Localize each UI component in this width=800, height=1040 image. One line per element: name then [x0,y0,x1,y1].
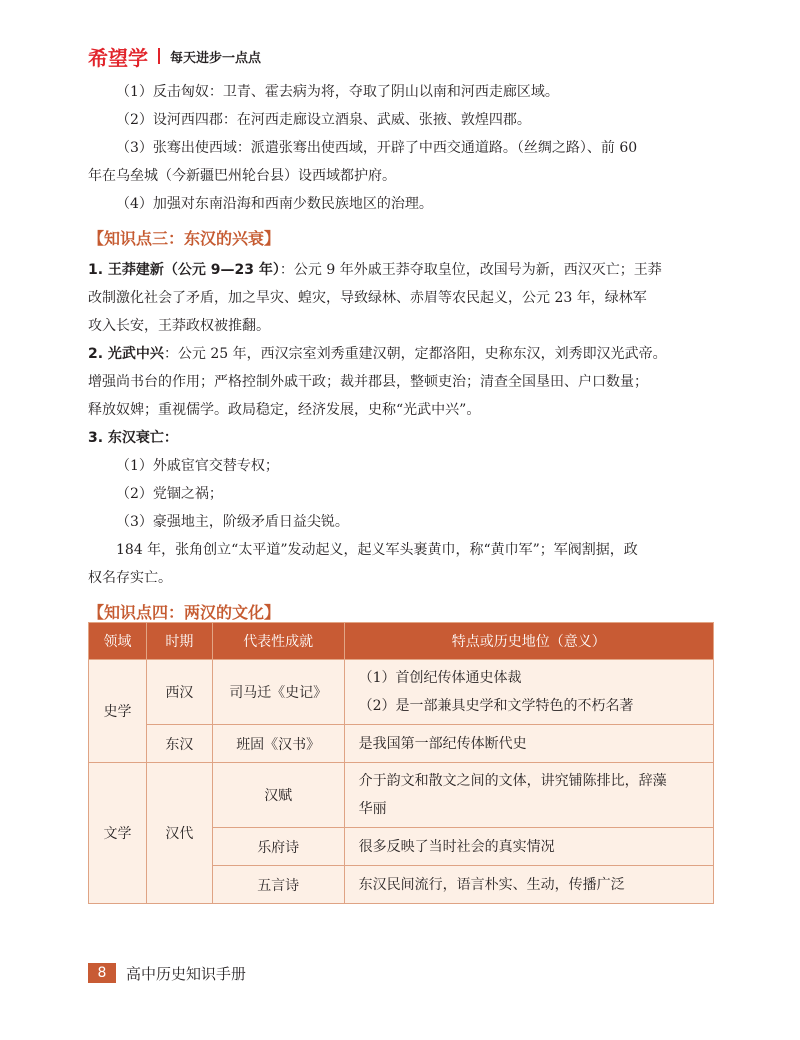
section-title-donghan: 【知识点三：东汉的兴衰】 [88,229,281,248]
column-header: 时期 [146,623,212,660]
column-header: 特点或历史地位（意义） [344,623,713,660]
paragraph-text: ：公元 9 年外戚王莽夺取皇位，改国号为新，西汉灭亡；王莽 [279,262,662,278]
table-row [89,763,714,828]
paragraph-text: 增强尚书台的作用；严格控制外戚干政；裁并郡县，整顿吏治；清查全国垦田、户口数量； [88,374,648,390]
book-title: 高中历史知识手册 [126,964,247,983]
significance-line: （2）是一部兼具史学和文学特色的不朽名著 [358,698,634,714]
main-content [88,78,716,630]
header-divider [158,48,160,64]
paragraph-wangmang [88,256,716,284]
table-header-row [89,623,714,660]
significance-cell: 很多反映了当时社会的真实情况 [344,828,713,866]
period-cell: 汉代 [146,763,212,904]
culture-table [88,622,714,904]
domain-cell: 史学 [89,660,147,763]
paragraph-text: 权名存实亡。 [88,570,172,586]
page-footer [88,962,246,984]
significance-cell [344,660,713,725]
paragraph-text: ：公元 25 年，西汉宗室刘秀重建汉朝，定都洛阳，史称东汉，刘秀即汉光武帝。 [163,346,667,362]
significance-cell: 是我国第一部纪传体断代史 [344,725,713,763]
list-item: （3）张骞出使西域：派遣张骞出使西域，开辟了中西交通道路。（丝绸之路）、前 60 [116,140,638,156]
paragraph-heading: 1. 王莽建新（公元 9—23 年） [88,262,280,278]
domain-cell: 文学 [89,763,147,904]
column-header: 领域 [89,623,147,660]
paragraph-text: 184 年，张角创立“太平道”发动起义，起义军头裹黄巾，称“黄巾军”；军阀割据，政 [116,542,638,558]
paragraph-heading: 3. 东汉衰亡： [88,430,178,446]
period-cell: 西汉 [146,660,212,725]
list-item-continuation: 年在乌垒城（今新疆巴州轮台县）设西域都护府。 [88,168,396,184]
paragraph-shuaiwang [88,424,716,452]
page-number: 8 [88,963,116,983]
achievement-cell: 汉赋 [212,763,344,828]
significance-line: 介于韵文和散文之间的文体，讲究铺陈排比，辞藻 [358,773,667,789]
paragraph-text: 改制激化社会了矛盾，加之旱灾、蝗灾，导致绿林、赤眉等农民起义，公元 23 年，绿林军 [88,290,647,306]
column-header: 代表性成就 [212,623,344,660]
significance-cell [344,763,713,828]
significance-line: 华丽 [358,801,387,817]
page-header [88,42,261,70]
table-row [89,725,714,763]
list-item: （4）加强对东南沿海和西南少数民族地区的治理。 [116,196,433,212]
paragraph-guangwu [88,340,716,368]
significance-cell: 东汉民间流行，语言朴实、生动，传播广泛 [344,866,713,904]
achievement-cell: 司马迁《史记》 [212,660,344,725]
section-title-culture: 【知识点四：两汉的文化】 [88,603,281,622]
list-item: （2）党锢之祸； [116,486,223,502]
brand-logo-text: 希望学 [88,45,148,70]
achievement-cell: 乐府诗 [212,828,344,866]
achievement-cell: 班固《汉书》 [212,725,344,763]
list-item: （2）设河西四郡：在河西走廊设立酒泉、武威、张掖、敦煌四郡。 [116,112,531,128]
period-cell: 东汉 [146,725,212,763]
achievement-cell: 五言诗 [212,866,344,904]
paragraph-text: 释放奴婢；重视儒学。政局稳定，经济发展，史称“光武中兴”。 [88,402,481,418]
paragraph-heading: 2. 光武中兴 [88,346,164,362]
list-item: （3）豪强地主，阶级矛盾日益尖锐。 [116,514,349,530]
list-item: （1）外戚宦官交替专权； [116,458,279,474]
table-row [89,660,714,725]
list-item: （1）反击匈奴：卫青、霍去病为将，夺取了阴山以南和河西走廊区域。 [116,84,559,100]
paragraph-text: 攻入长安，王莽政权被推翻。 [88,318,270,334]
significance-line: （1）首创纪传体通史体裁 [358,670,522,686]
header-slogan: 每天进步一点点 [170,50,262,66]
